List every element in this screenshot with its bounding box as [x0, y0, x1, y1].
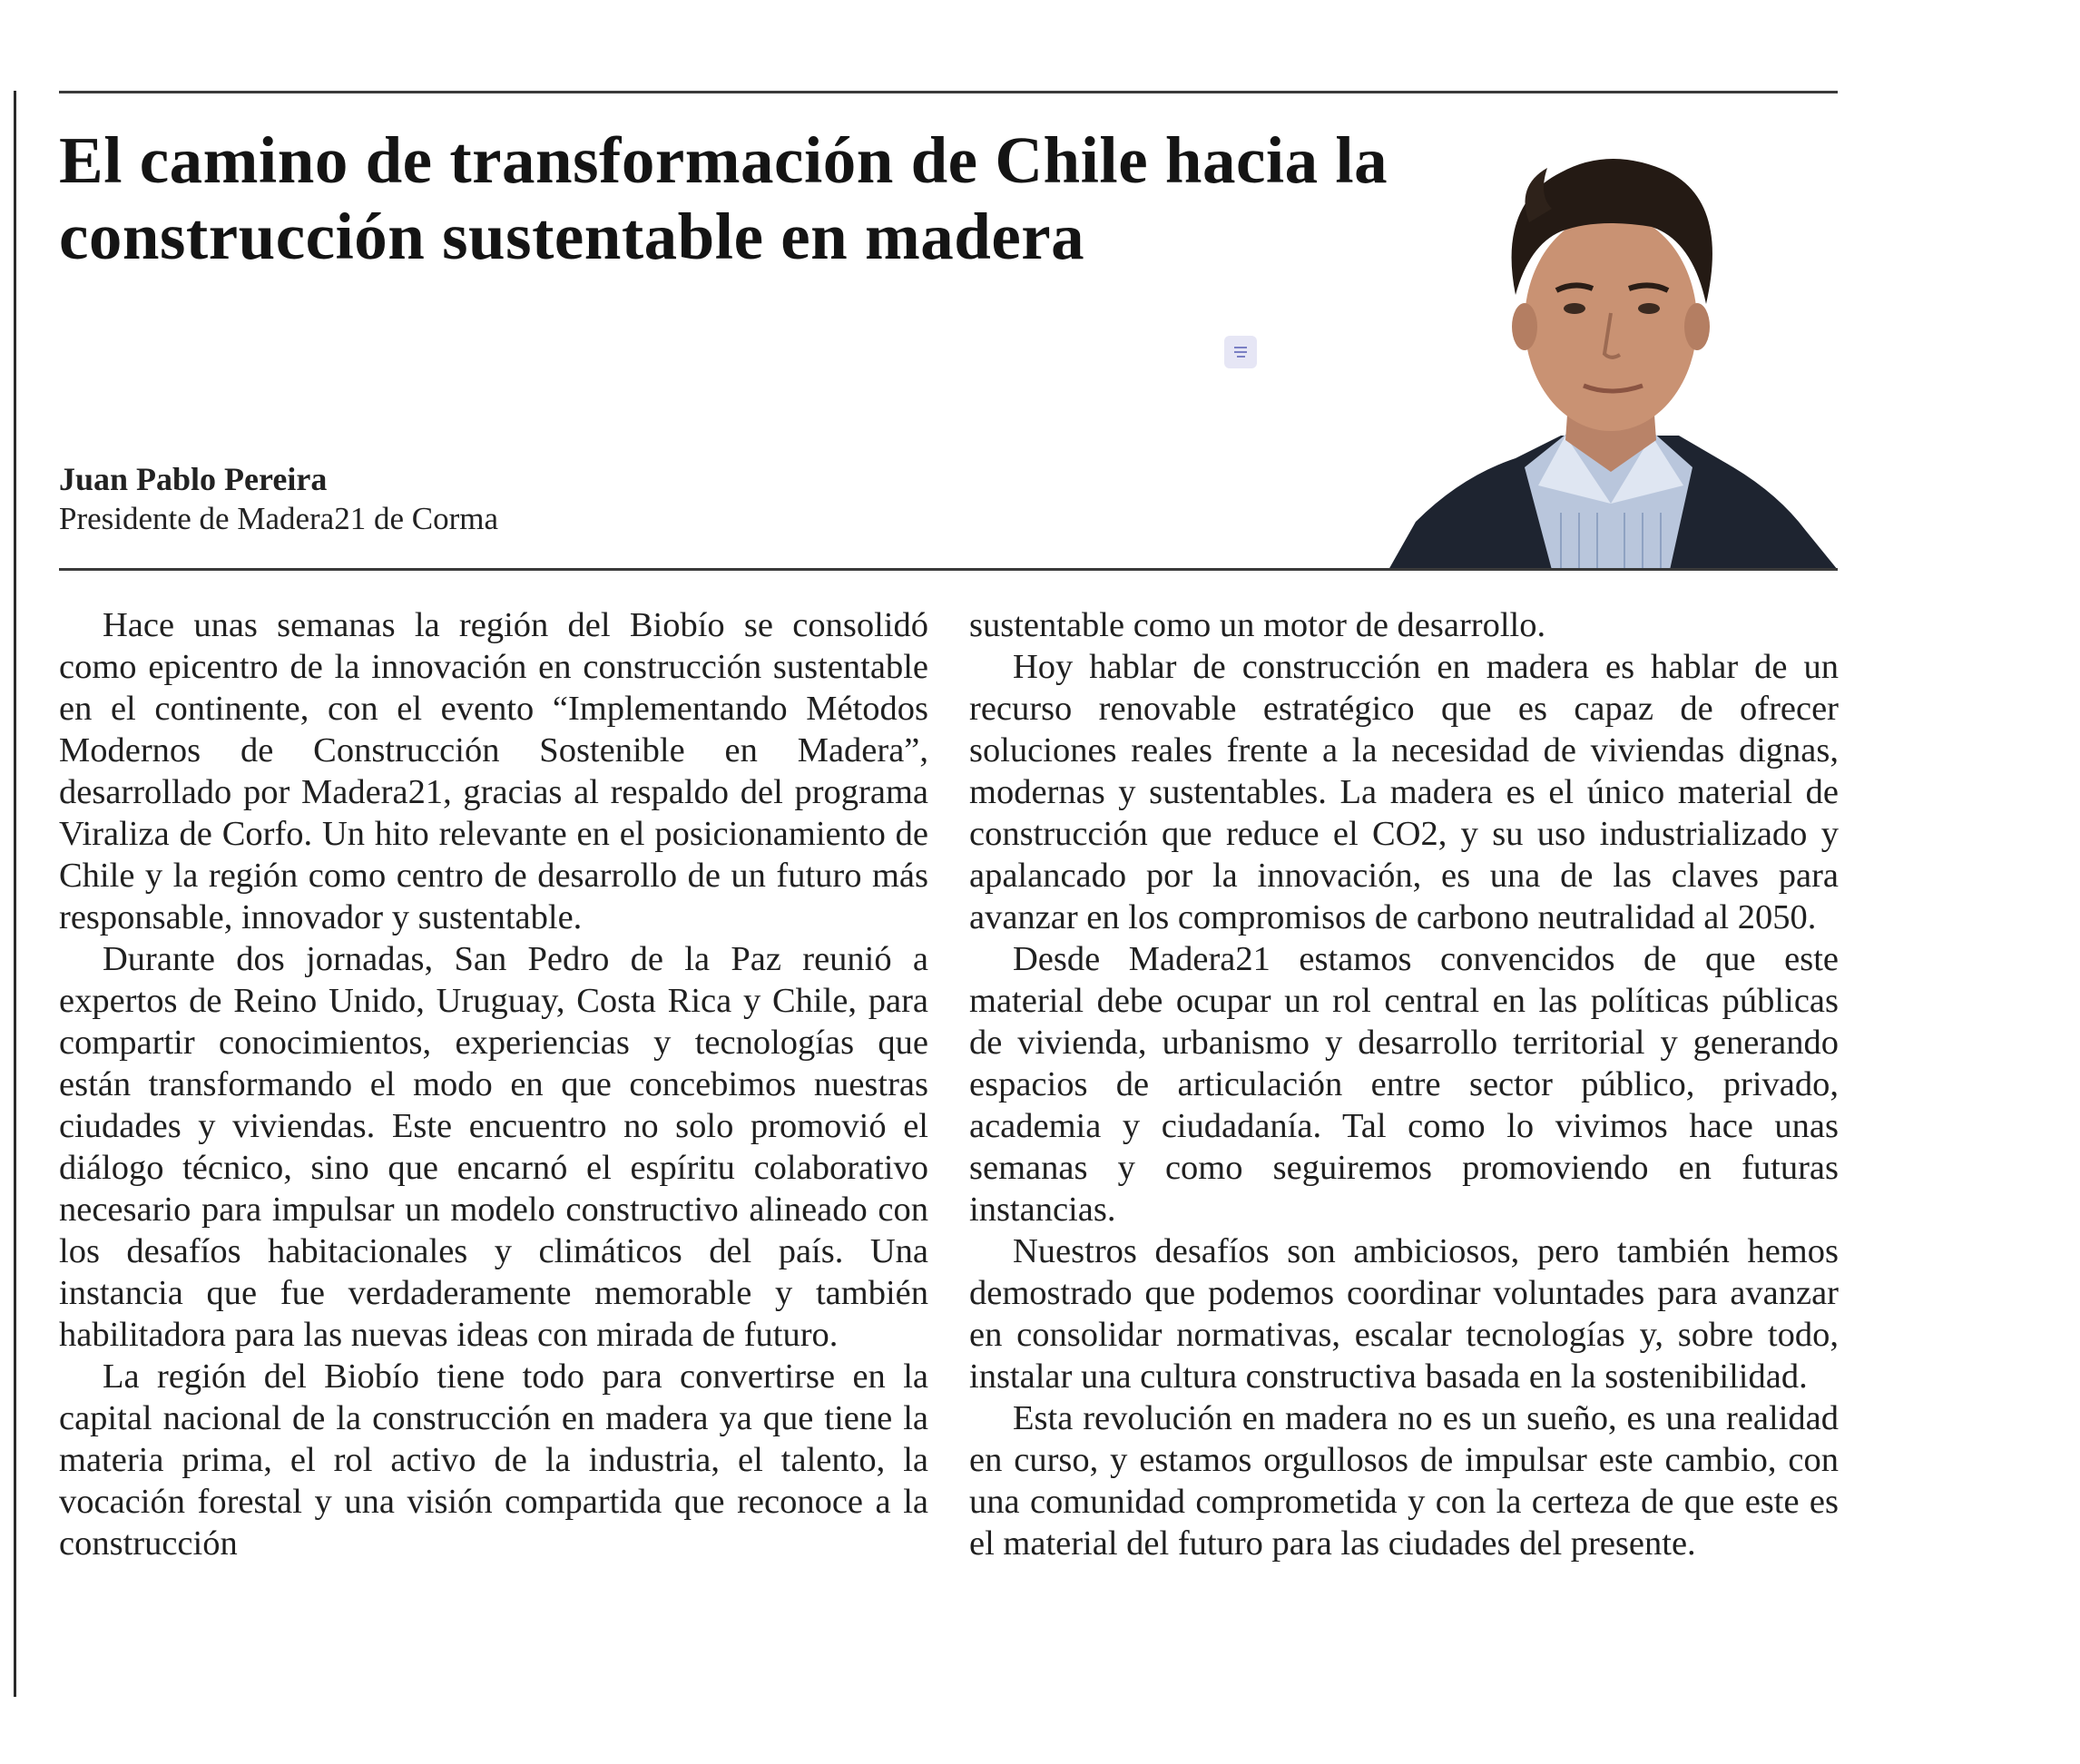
- top-divider: [59, 91, 1838, 93]
- author-name: Juan Pablo Pereira: [59, 461, 328, 497]
- note-icon-line: [1234, 351, 1247, 353]
- page-margin-rule: [14, 91, 16, 1697]
- article-body: [59, 604, 1838, 1693]
- paragraph: Nuestros desafíos son ambiciosos, pero también hemos demostrado que podemos coordinar voluntades para avanzar en consolidar normativas, escalar tecnologías y, sobre todo, instalar una cultura constructiva basada en la sostenibilidad.: [969, 1232, 1839, 1396]
- paragraph: Hace unas semanas la región del Biobío se consolidó como epicentro de la innovación en construcción sustentable en el continente, con el evento “Implementando Métodos Modernos de Construcción Sostenible en Madera”, desarrollado por Madera21, gracias al respaldo del programa Viraliza de Corfo. Un hito relevante en el posicionamiento de Chile y la región como centro de desarrollo de un futuro más responsable, innovador y sustentable.: [59, 606, 928, 936]
- note-icon-line: [1237, 356, 1245, 358]
- header-divider: [59, 568, 1838, 571]
- right-column: [969, 604, 1839, 1564]
- paragraph: Hoy hablar de construcción en madera es hablar de un recurso renovable estratégico que es capaz de ofrecer soluciones reales frente a la necesidad de viviendas dignas, modernas y sustentables. La madera es el único material de construcción que reduce el CO2, y su uso industrializado y apalancado por la innovación, es una de las claves para avanzar en los compromisos de carbono neutralidad al 2050.: [969, 648, 1839, 936]
- note-icon-line: [1234, 347, 1247, 348]
- author-role: Presidente de Madera21 de Corma: [59, 501, 499, 536]
- paragraph: sustentable como un motor de desarrollo.: [969, 606, 1546, 644]
- paragraph: La región del Biobío tiene todo para convertirse en la capital nacional de la construcción en madera ya que tiene la materia prima, el rol activo de la industria, el talento, la vocación forestal y una visión compartida que reconoce a la construcción: [59, 1357, 928, 1563]
- paragraph: Esta revolución en madera no es un sueño, es una realidad en curso, y estamos orgullosos de impulsar este cambio, con una comunidad comprometida y con la certeza de que este es el material del futuro para las ciudades del presente.: [969, 1399, 1839, 1563]
- author-portrait: [1379, 122, 1838, 570]
- paragraph: Durante dos jornadas, San Pedro de la Paz reunió a expertos de Reino Unido, Uruguay, Costa Rica y Chile, para compartir conocimientos, experiencias y tecnologías que están transformando el modo en que concebimos nuestras ciudades y viviendas. Este encuentro no solo promovió el diálogo técnico, sino que encarnó el espíritu colaborativo necesario para impulsar un modelo constructivo alineado con los desafíos habitacionales y climáticos del país. Una instancia que fue verdaderamente memorable y también habilitadora para las nuevas ideas con mirada de futuro.: [59, 940, 928, 1354]
- left-column: [59, 604, 928, 1564]
- note-icon[interactable]: [1224, 336, 1257, 368]
- author-block: [59, 459, 498, 539]
- portrait-photo-icon: [1379, 122, 1838, 570]
- headline: El camino de transformación de Chile hacia la construcción sustentable en madera: [59, 123, 1388, 273]
- paragraph: Desde Madera21 estamos convencidos de que este material debe ocupar un rol central en las políticas públicas de vivienda, urbanismo y desarrollo territorial y generando espacios de articulación entre sector público, privado, academia y ciudadanía. Tal como lo vivimos hace unas semanas y como seguiremos promoviendo en futuras instancias.: [969, 940, 1839, 1229]
